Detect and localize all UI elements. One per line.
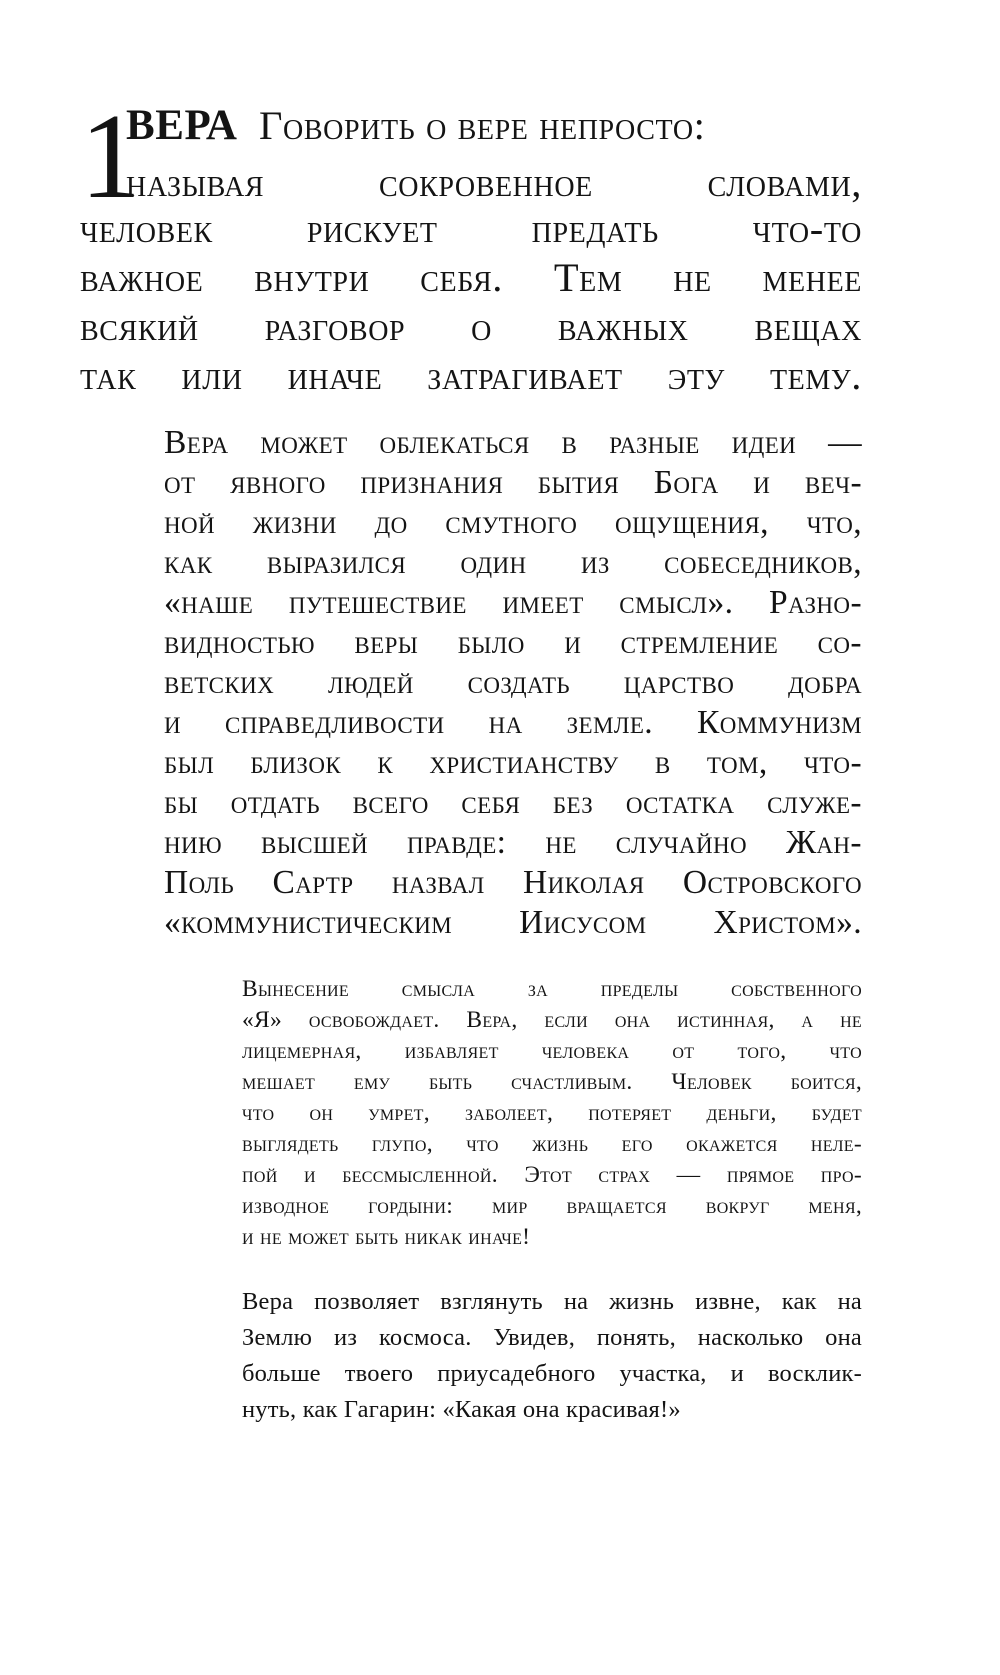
- p2-line-8: и справедливости на земле. Коммунизм: [164, 704, 862, 741]
- p2-line-3: ной жизни до смутного ощущения, что,: [164, 504, 862, 541]
- p2-line-11: нию высшей правде: не случайно Жан-: [164, 824, 862, 861]
- p3-line-7: пой и бессмысленной. Этот страх — прямое про-: [242, 1162, 862, 1188]
- p2-line-12: Поль Сартр назвал Николая Островского: [164, 864, 862, 901]
- p2-line-7: ветских людей создать царство добра: [164, 664, 862, 701]
- intro-line-1: [126, 101, 862, 150]
- p4-line-4: нуть, как Гагарин: «Какая она красивая!»: [242, 1396, 681, 1423]
- p2-line-9: был близок к христианству в том, что-: [164, 744, 862, 781]
- p2-line-6: видностью веры было и стремление со-: [164, 624, 862, 661]
- p3-line-6: выглядеть глупо, что жизнь его окажется неле-: [242, 1131, 862, 1157]
- intro-line-2: называя сокровенное словами,: [126, 160, 862, 205]
- p4-line-2: Землю из космоса. Увидев, понять, насколько она: [242, 1324, 862, 1351]
- chapter-title: ВЕРА: [126, 102, 238, 149]
- chapter-number: 1: [80, 89, 141, 224]
- intro-line-4: важное внутри себя. Тем не менее: [80, 255, 862, 300]
- intro-line-6: так или иначе затрагивает эту тему.: [80, 353, 862, 398]
- p3-line-4: мешает ему быть счастливым. Человек боится,: [242, 1069, 862, 1095]
- p2-line-1: Вера может облекаться в разные идеи —: [164, 424, 862, 461]
- intro-line-3: человек рискует предать что-то: [80, 206, 862, 251]
- p2-line-13: «коммунистическим Иисусом Христом».: [164, 904, 862, 941]
- p3-line-2: «Я» освобождает. Вера, если она истинная, а не: [242, 1007, 862, 1033]
- p3-line-1: Вынесение смысла за пределы собственного: [242, 976, 862, 1002]
- p3-line-9: и не может быть никак иначе!: [242, 1224, 531, 1250]
- intro-line-5: всякий разговор о важных вещах: [80, 304, 862, 349]
- p2-line-4: как выразился один из собеседников,: [164, 544, 862, 581]
- p3-line-3: лицемерная, избавляет человека от того, что: [242, 1038, 862, 1064]
- p4-line-1: Вера позволяет взглянуть на жизнь извне, как на: [242, 1288, 862, 1315]
- p2-line-10: бы отдать всего себя без остатка служе-: [164, 784, 862, 821]
- p4-line-3: больше твоего приусадебного участка, и восклик-: [242, 1360, 862, 1387]
- p2-line-2: от явного признания бытия Бога и веч-: [164, 464, 862, 501]
- p3-line-5: что он умрет, заболеет, потеряет деньги, будет: [242, 1100, 862, 1126]
- intro-line-1-text: Говорить о вере непросто:: [259, 103, 706, 148]
- p2-line-5: «наше путешествие имеет смысл». Разно-: [164, 584, 862, 621]
- p3-line-8: изводное гордыни: мир вращается вокруг меня,: [242, 1193, 862, 1219]
